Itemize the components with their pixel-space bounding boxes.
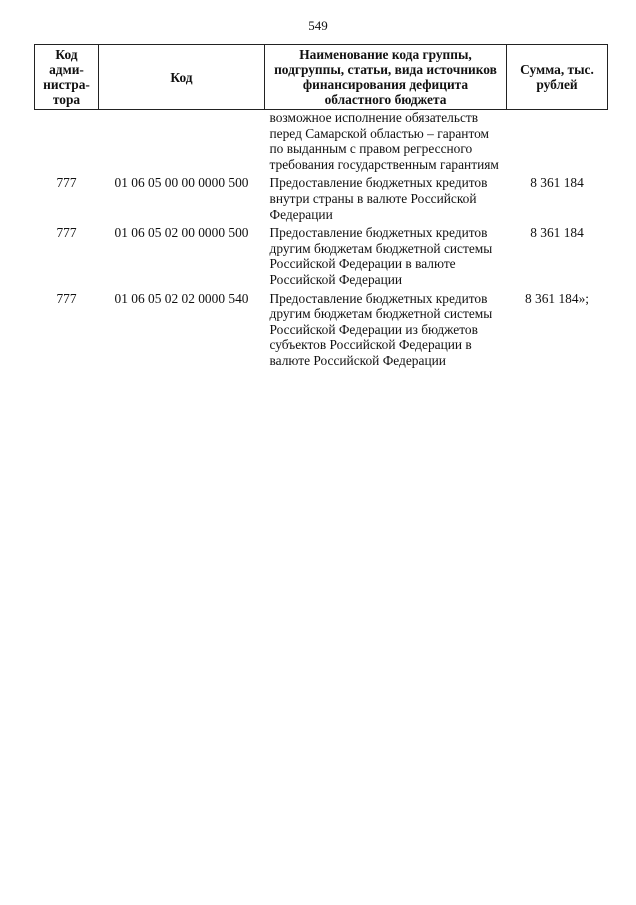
cell-admin-code: 777 xyxy=(56,225,77,241)
cell-code: 01 06 05 02 00 0000 500 xyxy=(114,225,249,241)
cell-admin-code: 777 xyxy=(56,290,77,306)
cell-code: 01 06 05 02 02 0000 540 xyxy=(114,290,249,306)
cell-name: возможное исполнение обязательств перед Самарской областью – гарантом по выданным с правом регрессного требования государственным гарантиям xyxy=(269,110,499,172)
table-row-continuation xyxy=(35,110,608,176)
table-row xyxy=(35,175,608,225)
cell-sum: 8 361 184»; xyxy=(525,290,589,306)
cell-code: 01 06 05 00 00 0000 500 xyxy=(114,175,249,191)
table-header-row xyxy=(35,45,608,110)
budget-sources-table xyxy=(34,44,608,372)
cell-sum: 8 361 184 xyxy=(530,175,584,191)
header-admin-code: Код адми-нистра-тора xyxy=(35,45,99,110)
table-row xyxy=(35,225,608,290)
header-sum: Сумма, тыс. рублей xyxy=(507,45,608,110)
page-number: 549 xyxy=(308,18,328,33)
cell-admin-code xyxy=(35,110,99,176)
cell-admin-code: 777 xyxy=(56,175,77,191)
table-row xyxy=(35,291,608,372)
cell-name: Предоставление бюджетных кредитов другим бюджетам бюджетной системы Российской Федерации из бюджетов субъектов Российской Федерации в валюте Российской Федерации xyxy=(269,290,493,368)
header-code: Код xyxy=(99,45,265,110)
cell-sum xyxy=(507,110,608,176)
cell-code xyxy=(99,110,265,176)
cell-name: Предоставление бюджетных кредитов другим бюджетам бюджетной системы Российской Федерации в валюте Российской Федерации xyxy=(269,225,493,287)
cell-name: Предоставление бюджетных кредитов внутри страны в валюте Российской Федерации xyxy=(269,175,488,222)
header-name: Наименование кода группы, подгруппы, статьи, вида источников финансирования дефицита областного бюджета xyxy=(265,45,507,110)
cell-sum: 8 361 184 xyxy=(530,225,584,241)
